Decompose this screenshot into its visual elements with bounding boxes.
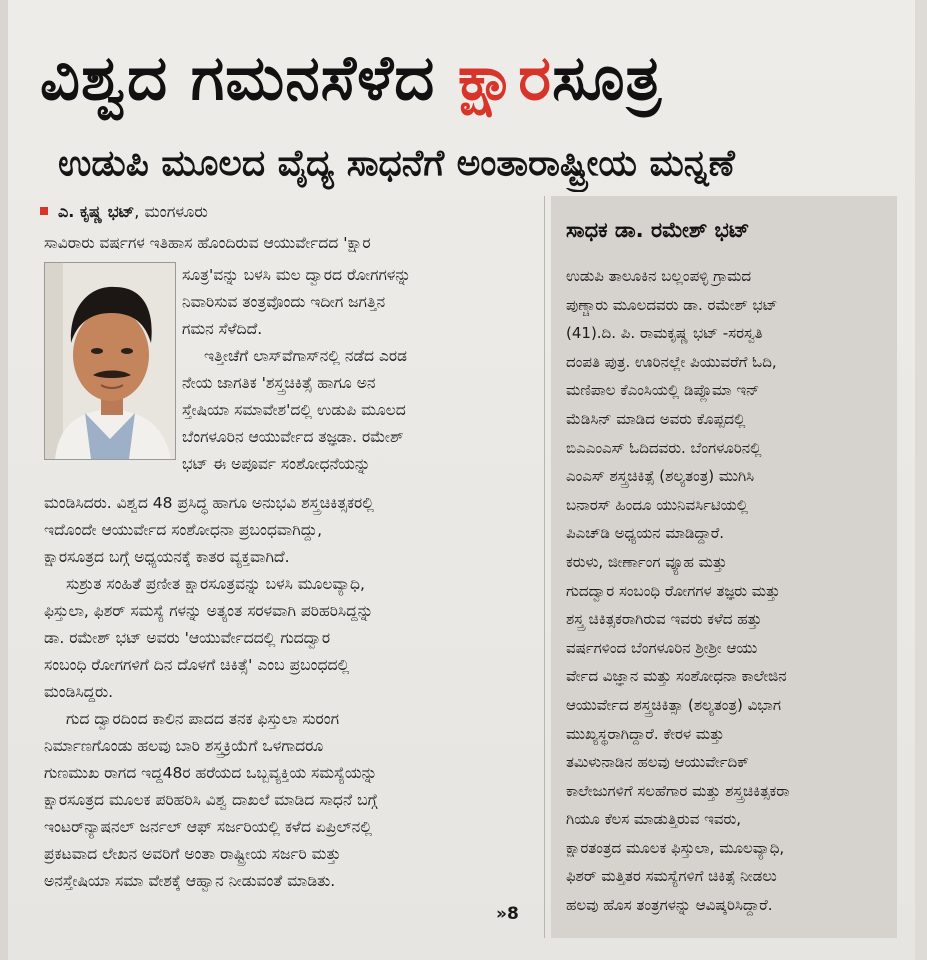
- article-line: ಗಮನ ಸೆಳೆದಿದೆ.: [182, 320, 263, 338]
- headline: [40, 30, 900, 126]
- article-line: ಸ್ತೇಷಿಯಾ ಸಮಾವೇಶ'ದಲ್ಲಿ ಉಡುಪಿ ಮೂಲದ: [182, 401, 406, 419]
- sidebar-line: ಗುದದ್ವಾರ ಸಂಬಂಧಿ ರೋಗಗಳ ತಜ್ಞರು ಮತ್ತು: [566, 581, 781, 600]
- article-line: ಮಂಡಿಸಿದ್ದರು.: [44, 683, 114, 701]
- continued-page-marker: »8: [496, 904, 519, 924]
- byline-author: ಎ. ಕೃಷ್ಣ ಭಟ್: [58, 202, 135, 221]
- sidebar-line: ಬನಾರಸ್ ಹಿಂದೂ ಯುನಿವರ್ಸಿಟಿಯಲ್ಲಿ: [566, 495, 749, 514]
- sidebar-line: ಕರುಳು, ಜೀರ್ಣಾಂಗ ವ್ಯೂಹ ಮತ್ತು: [566, 552, 727, 571]
- column-divider: [544, 196, 545, 938]
- sidebar-line: (41).ದಿ. ಪಿ. ರಾಮಕೃಷ್ಣ ಭಟ್ -ಸರಸ್ವತಿ: [566, 324, 763, 343]
- article-line: ಸೂತ್ರ'ವನ್ನು ಬಳಸಿ ಮಲ ದ್ವಾರದ ರೋಗಗಳನ್ನು: [182, 266, 411, 284]
- sidebar-line: ಎಂಎಸ್ ಶಸ್ತ್ರಚಿಕಿತ್ಸೆ (ಶಲ್ಯತಂತ್ರ) ಮುಗಿಸಿ: [566, 467, 755, 486]
- sidebar-line: ರ್ವೇದ ವಿಜ್ಞಾನ ಮತ್ತು ಸಂಶೋಧನಾ ಕಾಲೇಜಿನ: [566, 667, 787, 686]
- sidebar-line: ದಂಪತಿ ಪುತ್ರ. ಊರಿನಲ್ಲೇ ಪಿಯುವರೆಗೆ ಓದಿ,: [566, 352, 777, 371]
- sidebar-title: ಸಾಧಕ ಡಾ. ರಮೇಶ್ ಭಟ್: [566, 218, 750, 242]
- article-line: ಸಂಬಂಧಿ ರೋಗಗಳಿಗೆ ದಿನ ದೊಳಗೆ ಚಿಕಿತ್ಸೆ' ಎಂಬ ಪ್ರಬಂಧದಲ್ಲಿ: [44, 656, 350, 674]
- sidebar-line: ಗಿಯೂ ಕೆಲಸ ಮಾಡುತ್ತಿರುವ ಇವರು,: [566, 810, 741, 829]
- byline: [40, 200, 208, 224]
- article-line: ಕ್ಷಾರಸೂತ್ರದ ಮೂಲಕ ಪರಿಹರಿಸಿ ವಿಶ್ವ ದಾಖಲೆ ಮಾಡಿದ ಸಾಧನೆ ಬಗ್ಗೆ: [44, 791, 378, 809]
- article-intro: [44, 230, 538, 257]
- sidebar-line: ಪುಣ್ಚಾರು ಮೂಲದವರು ಡಾ. ರಮೇಶ್ ಭಟ್: [566, 295, 778, 314]
- headline-part2: ಸೂತ್ರ: [552, 41, 663, 114]
- article-line: ಸುಶ್ರುತ ಸಂಹಿತೆ ಪ್ರಣೀತ ಕ್ಷಾರಸೂತ್ರವನ್ನು ಬಳಸಿ ಮೂಲವ್ಯಾಧಿ,: [66, 575, 365, 593]
- article-line: ಬೆಂಗಳೂರಿನ ಆಯುರ್ವೇದ ತಜ್ಞಡಾ. ರಮೇಶ್: [182, 428, 404, 446]
- headline-accent: ಕ್ಷಾರ: [457, 41, 553, 114]
- article-line: ಇಂಟರ್‌ನ್ಯಾಷನಲ್ ಜರ್ನಲ್ ಆಫ್ ಸರ್ಜರಿಯಲ್ಲಿ ಕಳೆದ ಏಪ್ರಿಲ್‌ನಲ್ಲಿ: [44, 818, 372, 836]
- article-line: ನಿರ್ಮಾಣಗೊಂಡು ಹಲವು ಬಾರಿ ಶಸ್ತ್ರಕ್ರಿಯೆಗೆ ಒಳಗಾದರೂ: [44, 737, 324, 755]
- headline-part1: ವಿಶ್ವದ ಗಮನಸೆಳೆದ: [40, 41, 458, 114]
- page-edge-right: [915, 0, 927, 960]
- article-line: ಗುದ ದ್ವಾರದಿಂದ ಕಾಲಿನ ಪಾದದ ತನಕ ಫಿಸ್ತುಲಾ ಸುರಂಗ: [66, 710, 339, 728]
- article-wrap-column: [182, 262, 538, 478]
- sidebar-line: ಕ್ಷಾರತಂತ್ರದ ಮೂಲಕ ಫಿಸ್ತುಲಾ, ಮೂಲವ್ಯಾಧಿ,: [566, 838, 785, 857]
- article-line: ಭಟ್ ಈ ಅಪೂರ್ವ ಸಂಶೋಧನೆಯನ್ನು: [182, 455, 371, 473]
- sidebar-line: ವರ್ಷಗಳಿಂದ ಬೆಂಗಳೂರಿನ ಶ್ರೀಶ್ರೀ ಆಯು: [566, 638, 758, 657]
- byline-marker-icon: [40, 207, 48, 215]
- sidebar-line: ಶಸ್ತ್ರ ಚಿಕಿತ್ಸಕರಾಗಿರುವ ಇವರು ಕಳೆದ ಹತ್ತು: [566, 610, 762, 629]
- sidebar-line: ಮಣಿಪಾಲ ಕೆಎಂಸಿಯಲ್ಲಿ ಡಿಪ್ಲೊಮಾ ಇನ್: [566, 381, 760, 400]
- article-line: ಅನಸ್ತೇಷಿಯಾ ಸಮಾ ವೇಶಕ್ಕೆ ಆಹ್ವಾನ ನೀಡುವಂತೆ ಮಾಡಿತು.: [44, 872, 336, 890]
- article-body: [44, 490, 538, 895]
- article-line: ಪ್ರಕಟವಾದ ಲೇಖನ ಅವರಿಗೆ ಅಂತಾ ರಾಷ್ಟ್ರೀಯ ಸರ್ಜರಿ ಮತ್ತು: [44, 845, 341, 863]
- article-line: ಡಾ. ರಮೇಶ್ ಭಟ್ ಅವರು 'ಆಯುರ್ವೇದದಲ್ಲಿ ಗುದದ್ವಾರ: [44, 629, 331, 647]
- article-line: ನಿವಾರಿಸುವ ತಂತ್ರವೊಂದು ಇದೀಗ ಜಗತ್ತಿನ: [182, 293, 386, 311]
- article-line: ಇದೊಂದೇ ಆಯುರ್ವೇದ ಸಂಶೋಧನಾ ಪ್ರಬಂಧವಾಗಿದ್ದು,: [44, 521, 323, 539]
- sidebar-line: ಹಲವು ಹೊಸ ತಂತ್ರಗಳನ್ನು ಆವಿಷ್ಕರಿಸಿದ್ದಾರೆ.: [566, 896, 773, 915]
- subheadline: ಉಡುಪಿ ಮೂಲದ ವೈದ್ಯ ಸಾಧನೆಗೆ ಅಂತಾರಾಷ್ಟ್ರೀಯ ಮನ್ನಣೆ: [58, 143, 735, 184]
- sidebar-line: ಬಿಎಎಂಎಸ್ ಓದಿದವರು. ಬೆಂಗಳೂರಿನಲ್ಲಿ: [566, 438, 762, 457]
- sidebar-line: ಮೆಡಿಸಿನ್ ಮಾಡಿದ ಅವರು ಕೊಪ್ಪದಲ್ಲಿ: [566, 409, 746, 428]
- article-line: ಕ್ಷಾರಸೂತ್ರದ ಬಗ್ಗೆ ಅಧ್ಯಯನಕ್ಕೆ ಕಾತರ ವ್ಯಕ್ತವಾಗಿದೆ.: [44, 548, 290, 566]
- sidebar-line: ಫಿಶರ್ ಮತ್ತಿತರ ಸಮಸ್ಯೆಗಳಿಗೆ ಚಿಕಿತ್ಸೆ ನೀಡಲು: [566, 867, 777, 886]
- article-line: ಸಾವಿರಾರು ವರ್ಷಗಳ ಇತಿಹಾಸ ಹೊಂದಿರುವ ಆಯುರ್ವೇದದ 'ಕ್ಷಾರ: [44, 234, 371, 252]
- sidebar-line: ಮುಖ್ಯಸ್ಥರಾಗಿದ್ದಾರೆ. ಕೇರಳ ಮತ್ತು: [566, 724, 725, 743]
- article-line: ಫಿಸ್ತುಲಾ, ಫಿಶರ್ ಸಮಸ್ಯೆ ಗಳನ್ನು ಅತ್ಯಂತ ಸರಳವಾಗಿ ಪರಿಹರಿಸಿದ್ದನ್ನು: [44, 602, 374, 620]
- page-edge-left: [0, 0, 8, 960]
- sidebar-line: ಪಿಎಚ್‌ಡಿ ಅಧ್ಯಯನ ಮಾಡಿದ್ದಾರೆ.: [566, 524, 725, 543]
- sidebar-line: ತಮಿಳುನಾಡಿನ ಹಲವು ಆಯುರ್ವೇದಿಕ್: [566, 753, 749, 772]
- article-line: ಮಂಡಿಸಿದರು. ವಿಶ್ವದ 48 ಪ್ರಸಿದ್ಧ ಹಾಗೂ ಅನುಭವಿ ಶಸ್ತ್ರಚಿಕಿತ್ಸಕರಲ್ಲಿ: [44, 494, 374, 512]
- article-line: ನೇಯ ಜಾಗತಿಕ 'ಶಸ್ತ್ರಚಿಕಿತ್ಸೆ ಹಾಗೂ ಅನ: [182, 374, 376, 392]
- portrait-image: [45, 263, 175, 459]
- sidebar-line: ಕಾಲೇಜುಗಳಿಗೆ ಸಲಹೆಗಾರ ಮತ್ತು ಶಸ್ತ್ರಚಿಕಿತ್ಸಕರಾ: [566, 781, 790, 800]
- sidebar-body: [566, 262, 891, 920]
- sidebar-line: ಆಯುರ್ವೇದ ಶಸ್ತ್ರಚಿಕಿತ್ಸಾ (ಶಲ್ಯತಂತ್ರ) ವಿಭಾಗ: [566, 695, 781, 714]
- sidebar-line: ಉಡುಪಿ ತಾಲೂಕಿನ ಬಲ್ಲಂಪಳ್ಳಿ ಗ್ರಾಮದ: [566, 267, 752, 285]
- article-line: ಗುಣಮುಖ ರಾಗದ ಇದ್ದ48ರ ಹರೆಯದ ಒಬ್ಬವ್ಯಕ್ತಿಯ ಸಮಸ್ಯೆಯನ್ನು: [44, 764, 378, 782]
- byline-place: , ಮಂಗಳೂರು: [134, 202, 208, 221]
- author-photo: [44, 262, 176, 460]
- article-line: ಇತ್ತೀಚೆಗೆ ಲಾಸ್‌ವೆಗಾಸ್‌ನಲ್ಲಿ ನಡೆದ ಎರಡ: [204, 347, 407, 365]
